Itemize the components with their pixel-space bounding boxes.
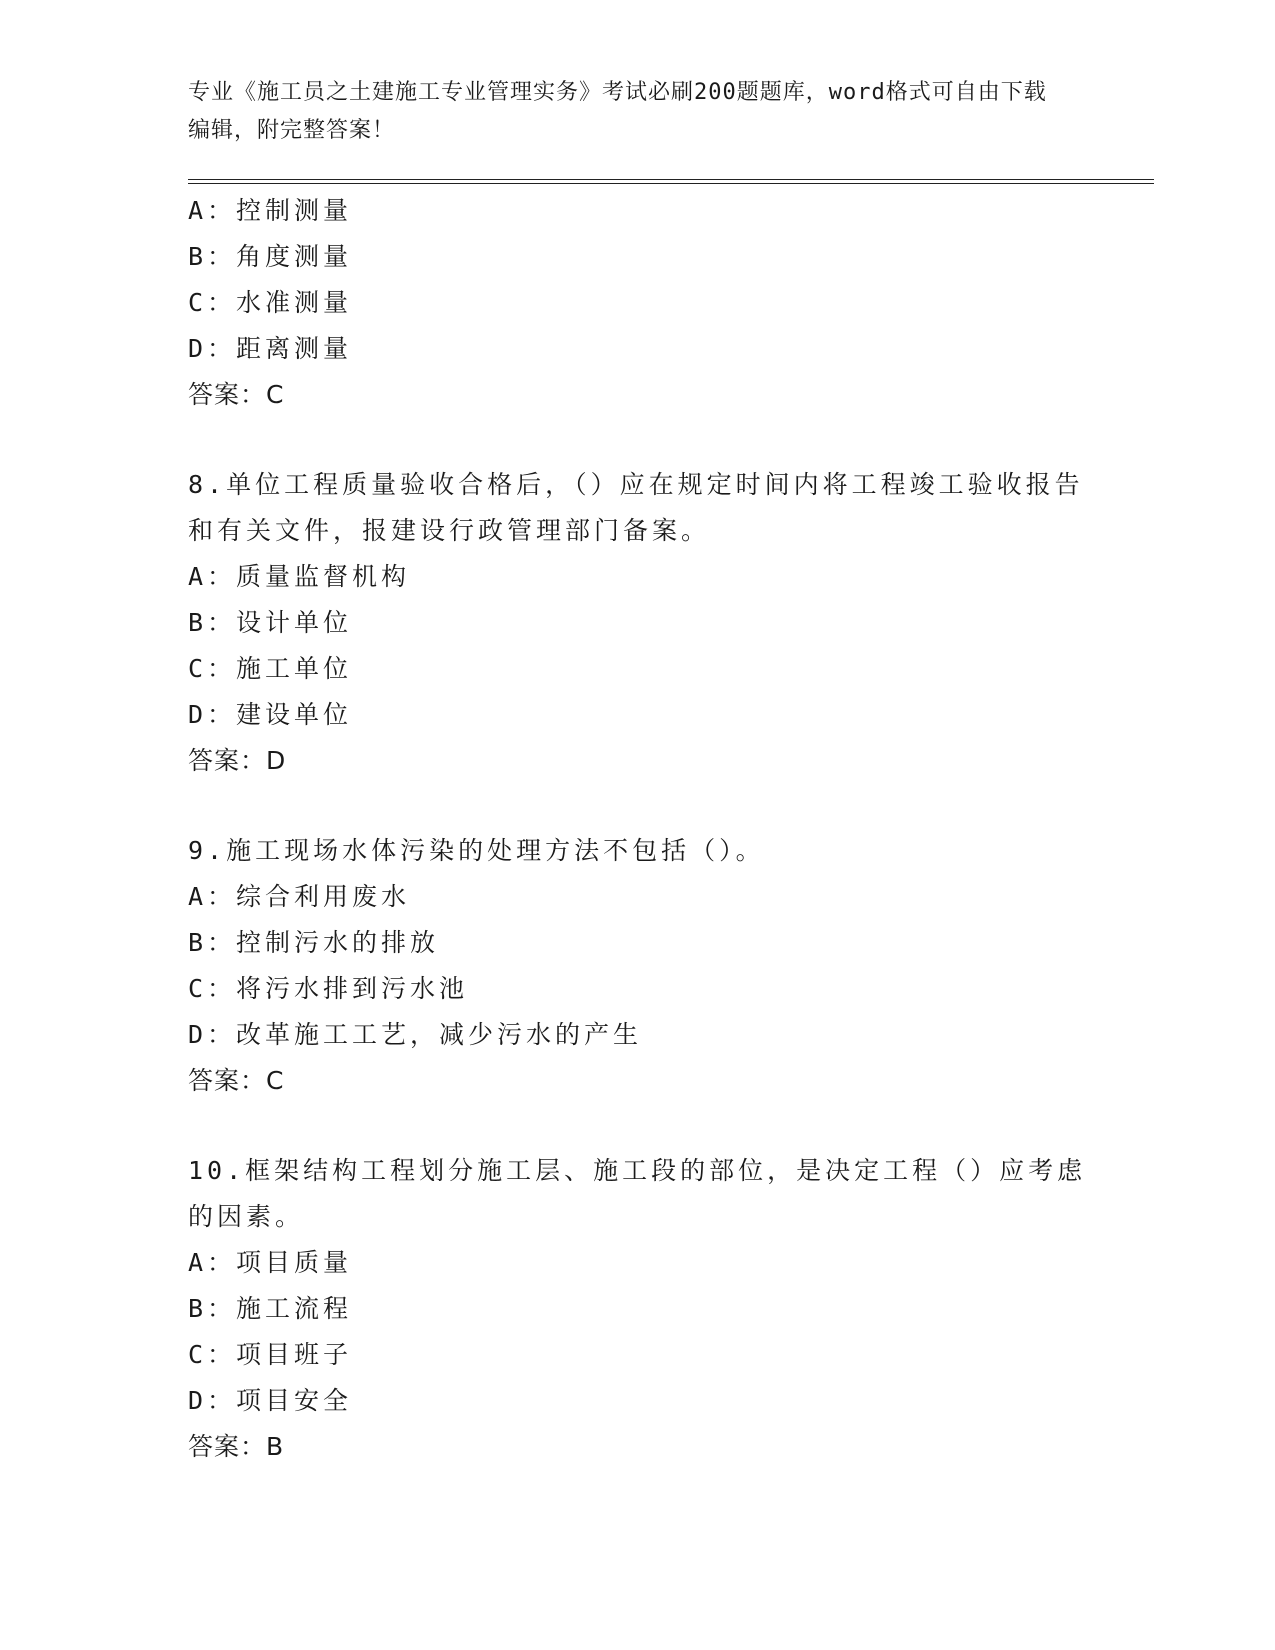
answer: 答案：B [188,1432,285,1461]
option-a: A：项目质量 [188,1248,353,1277]
question-list [188,188,1088,1470]
option-c: C：水准测量 [188,288,353,317]
header-rule-bottom [188,183,1154,184]
option-d: D：建设单位 [188,700,353,729]
option-b: B：控制污水的排放 [188,928,440,957]
option-d: D：距离测量 [188,334,353,363]
option-b: B：施工流程 [188,1294,353,1323]
option-b: B：设计单位 [188,608,353,637]
option-a: A：控制测量 [188,196,353,225]
header-rule-top [188,179,1154,180]
answer: 答案：C [188,1066,285,1095]
question-10 [188,1148,1088,1470]
option-c: C：施工单位 [188,654,353,683]
option-c: C：项目班子 [188,1340,353,1369]
option-a: A：质量监督机构 [188,562,411,591]
question-stem: 10.框架结构工程划分施工层、施工段的部位，是决定工程（）应考虑的因素。 [188,1156,1087,1231]
answer: 答案：C [188,380,285,409]
question-stem: 8.单位工程质量验收合格后，（）应在规定时间内将工程竣工验收报告和有关文件，报建设行政管理部门备案。 [188,470,1084,545]
option-d: D：改革施工工艺，减少污水的产生 [188,1020,643,1049]
option-d: D：项目安全 [188,1386,353,1415]
question-7 [188,188,1088,418]
option-b: B：角度测量 [188,242,353,271]
document-header: 专业《施工员之土建施工专业管理实务》考试必刷200题题库，word格式可自由下载编辑，附完整答案！ [188,80,1047,143]
answer: 答案：D [188,746,287,775]
option-c: C：将污水排到污水池 [188,974,469,1003]
question-stem: 9.施工现场水体污染的处理方法不包括（）。 [188,836,765,865]
question-9 [188,828,1088,1104]
option-a: A：综合利用废水 [188,882,411,911]
question-8 [188,462,1088,784]
